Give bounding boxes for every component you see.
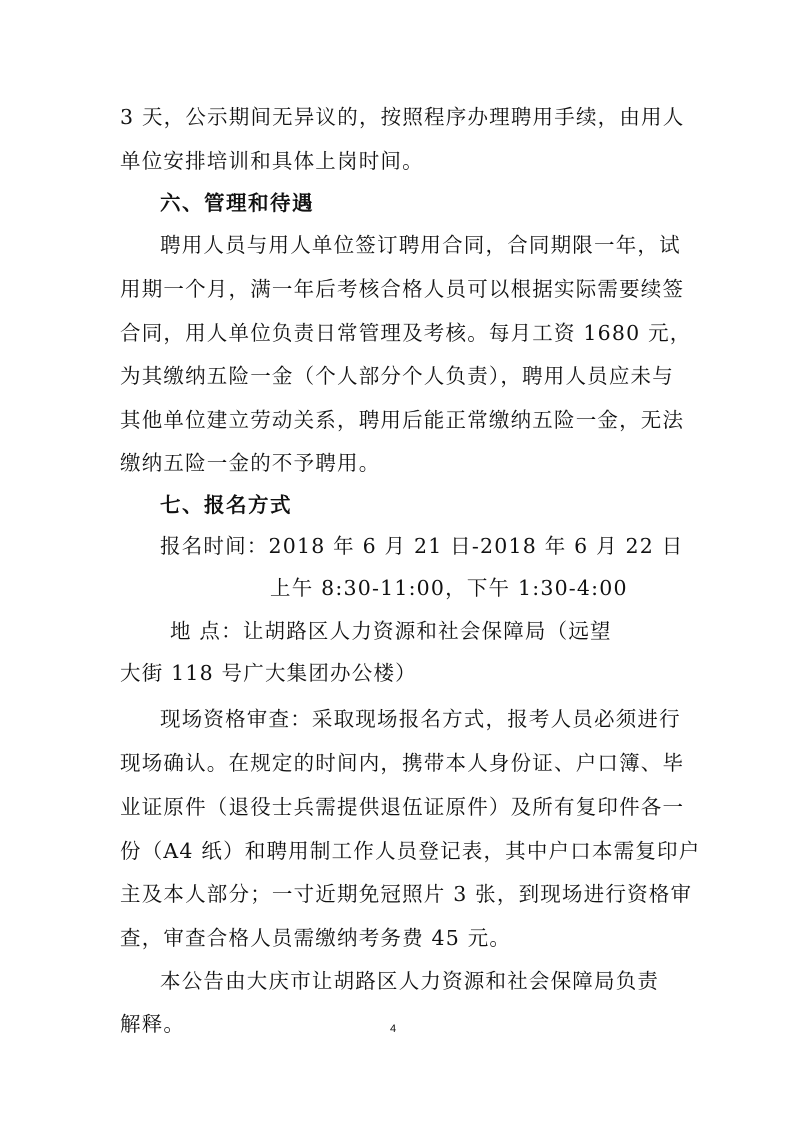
body-text-line: 大街 118 号广大集团办公楼） xyxy=(120,661,417,685)
body-text-line: 单位安排培训和具体上岗时间。 xyxy=(120,149,424,173)
body-text-line: 合同，用人单位负责日常管理及考核。每月工资 1680 元， xyxy=(120,321,692,345)
body-text-line: 其他单位建立劳动关系，聘用后能正常缴纳五险一金，无法 xyxy=(120,408,685,432)
body-text-line: 主及本人部分；一寸近期免冠照片 3 张，到现场进行资格审 xyxy=(120,882,693,906)
body-text-line: 解释。 xyxy=(120,1012,186,1036)
section-heading-registration: 七、报名方式 xyxy=(160,493,292,517)
body-text-line: 3 天，公示期间无异议的，按照程序办理聘用手续，由用人 xyxy=(120,105,685,129)
body-text-line: 为其缴纳五险一金（个人部分个人负责），聘用人员应未与 xyxy=(120,364,674,388)
body-text-line: 份（A4 纸）和聘用制工作人员登记表，其中户口本需复印户 xyxy=(120,839,701,863)
body-text-line: 本公告由大庆市让胡路区人力资源和社会保障局负责 xyxy=(160,969,660,993)
body-text-line: 缴纳五险一金的不予聘用。 xyxy=(120,451,381,475)
page-number: 4 xyxy=(390,1023,397,1035)
body-text-line: 用期一个月，满一年后考核合格人员可以根据实际需要续签 xyxy=(120,277,685,301)
body-text-line: 聘用人员与用人单位签订聘用合同，合同期限一年，试 xyxy=(160,233,681,257)
body-text-line: 查，审查合格人员需缴纳考务费 45 元。 xyxy=(120,926,512,950)
section-heading-management: 六、管理和待遇 xyxy=(160,191,314,215)
registration-time: 报名时间：2018 年 6 月 21 日-2018 年 6 月 22 日 xyxy=(160,534,684,558)
body-text-line: 业证原件（退役士兵需提供退伍证原件）及所有复印件各一 xyxy=(120,795,685,819)
body-text-line: 现场资格审查：采取现场报名方式，报考人员必须进行 xyxy=(160,707,681,731)
registration-hours: 上午 8:30-11:00，下午 1:30-4:00 xyxy=(270,576,628,600)
registration-location: 地 点：让胡路区人力资源和社会保障局（远望 xyxy=(170,619,612,643)
body-text-line: 现场确认。在规定的时间内，携带本人身份证、户口簿、毕 xyxy=(120,751,685,775)
